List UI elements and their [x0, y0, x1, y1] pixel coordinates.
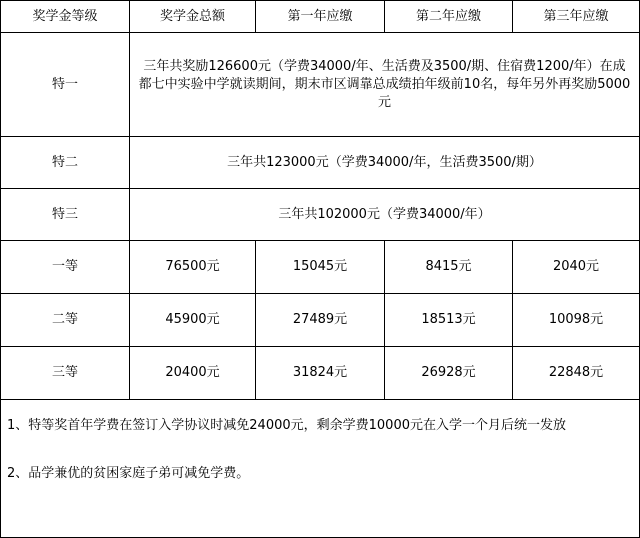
header-row — [1, 1, 640, 33]
note-1: 1、特等奖首年学费在签订入学协议时减免24000元，剩余学费10000元在入学一个月后统一发放 — [7, 418, 566, 433]
row-year3: 2040元 — [513, 241, 640, 294]
row-description: 三年共123000元（学费34000/年，生活费3500/期） — [130, 137, 640, 189]
row-description: 三年共102000元（学费34000/年） — [130, 189, 640, 241]
row-level: 特三 — [1, 189, 130, 241]
row-year3: 22848元 — [513, 347, 640, 400]
header-year1: 第一年应缴 — [256, 1, 385, 33]
row-year2: 8415元 — [385, 241, 513, 294]
row-level: 二等 — [1, 294, 130, 347]
row-level: 特一 — [1, 33, 130, 137]
row-level: 三等 — [1, 347, 130, 400]
table-row — [1, 189, 640, 241]
table-row — [1, 294, 640, 347]
row-total: 20400元 — [130, 347, 256, 400]
row-year2: 18513元 — [385, 294, 513, 347]
row-description — [130, 33, 640, 137]
header-year3: 第三年应缴 — [513, 1, 640, 33]
row-description-text: 三年共奖励126600元（学费34000/年、生活费及3500/期、住宿费1200/年）在成都七中实验中学就读期间，期末市区调靠总成绩拍年级前10名，每年另外再奖励5000元 — [138, 58, 631, 110]
row-total: 76500元 — [130, 241, 256, 294]
notes-cell — [1, 400, 640, 538]
notes-row — [1, 400, 640, 538]
header-total: 奖学金总额 — [130, 1, 256, 33]
table-row — [1, 347, 640, 400]
row-level: 一等 — [1, 241, 130, 294]
row-total: 45900元 — [130, 294, 256, 347]
note-2: 2、品学兼优的贫困家庭子弟可减免学费。 — [7, 466, 250, 481]
table-row — [1, 33, 640, 137]
row-year1: 15045元 — [256, 241, 385, 294]
header-level: 奖学金等级 — [1, 1, 130, 33]
row-year1: 27489元 — [256, 294, 385, 347]
row-year2: 26928元 — [385, 347, 513, 400]
table-row — [1, 137, 640, 189]
table-row — [1, 241, 640, 294]
row-year3: 10098元 — [513, 294, 640, 347]
row-level: 特二 — [1, 137, 130, 189]
row-year1: 31824元 — [256, 347, 385, 400]
header-year2: 第二年应缴 — [385, 1, 513, 33]
